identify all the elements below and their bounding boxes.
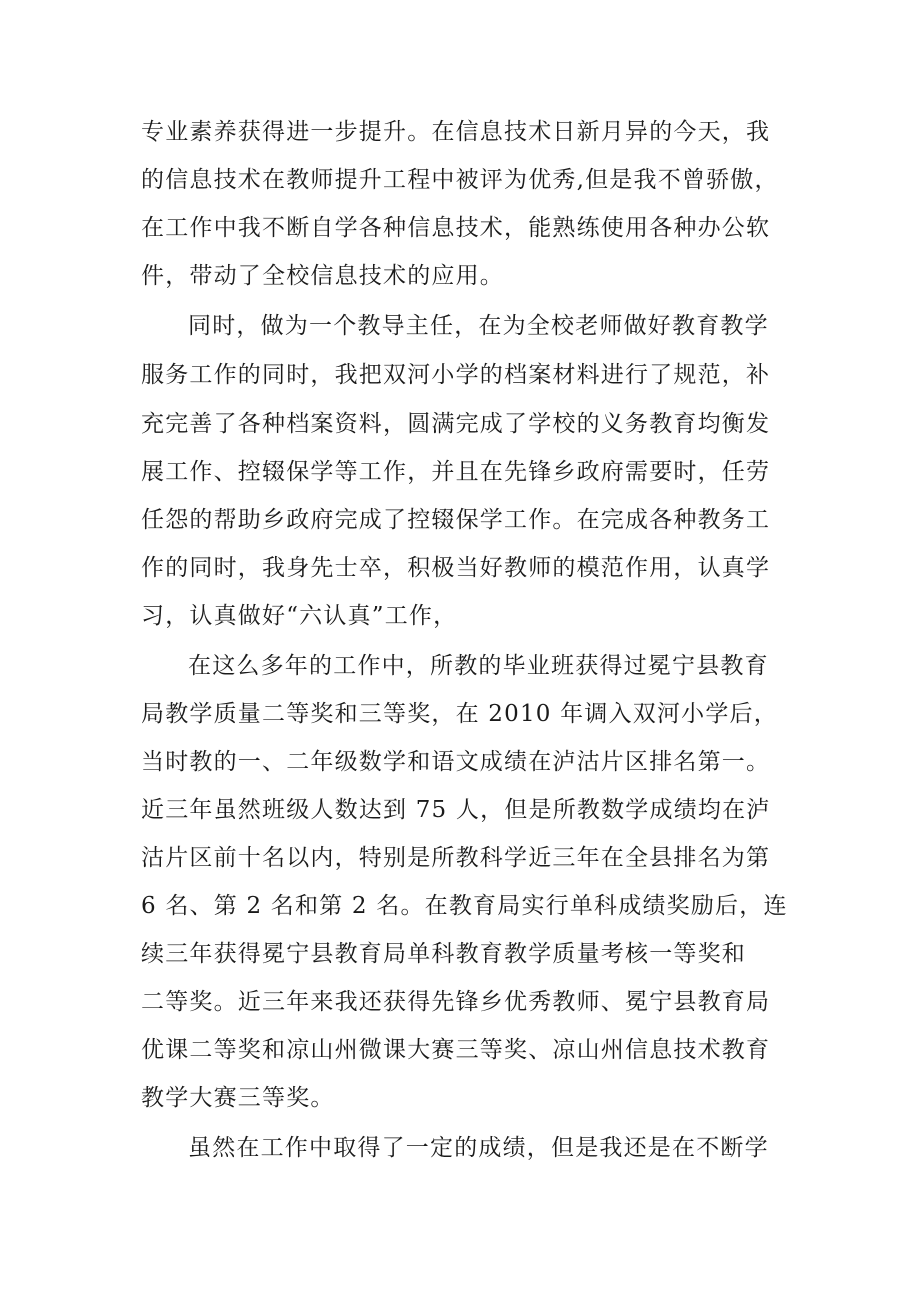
paragraph-first-line: 同时，做为一个教导主任，在为全校老师做好教育教学: [188, 313, 769, 339]
text-line: 续三年获得冕宁县教育局单科教育教学质量考核一等奖和: [141, 941, 746, 967]
text-line: 服务工作的同时，我把双河小学的档案材料进行了规范，补: [141, 362, 771, 388]
text-line: 件，带动了全校信息技术的应用。: [141, 263, 504, 289]
text-line: 教学大赛三等奖。: [141, 1085, 335, 1111]
text-line: 优课二等奖和凉山州微课大赛三等奖、凉山州信息技术教育: [141, 1037, 771, 1063]
text-line: 任怨的帮助乡政府完成了控辍保学工作。在完成各种教务工: [141, 507, 771, 533]
text-line: 作的同时，我身先士卒，积极当好教师的模范作用，认真学: [141, 555, 771, 581]
paragraph-first-line: 虽然在工作中取得了一定的成绩，但是我还是在不断学: [188, 1135, 769, 1161]
text-line: 习，认真做好“六认真”工作，: [141, 603, 458, 629]
text-line: 6 名、第 2 名和第 2 名。在教育局实行单科成绩奖励后，连: [141, 893, 788, 919]
text-line: 近三年虽然班级人数达到 75 人，但是所教数学成绩均在泸: [141, 797, 771, 823]
text-line: 的信息技术在教师提升工程中被评为优秀,但是我不曾骄傲，: [141, 167, 779, 193]
text-line: 充完善了各种档案资料，圆满完成了学校的义务教育均衡发: [141, 411, 771, 437]
text-line: 在工作中我不断自学各种信息技术，能熟练使用各种办公软: [141, 215, 771, 241]
text-line: 当时教的一、二年级数学和语文成绩在泸沽片区排名第一。: [141, 749, 771, 775]
text-line: 局教学质量二等奖和三等奖，在 2010 年调入双河小学后，: [141, 701, 778, 727]
text-line: 沽片区前十名以内，特别是所教科学近三年在全县排名为第: [141, 845, 771, 871]
paragraph-first-line: 在这么多年的工作中，所教的毕业班获得过冕宁县教育: [188, 653, 769, 679]
text-line: 二等奖。近三年来我还获得先锋乡优秀教师、冕宁县教育局: [141, 989, 771, 1015]
text-line: 展工作、控辍保学等工作，并且在先锋乡政府需要时，任劳: [141, 459, 771, 485]
text-line: 专业素养获得进一步提升。在信息技术日新月异的今天，我: [141, 119, 771, 145]
